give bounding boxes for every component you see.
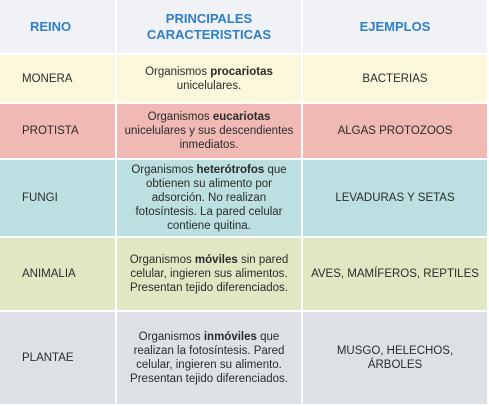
char-bold-text: heterótrofos (196, 164, 265, 176)
ejemplos-cell: BACTERIAS (303, 55, 489, 104)
reino-cell: ANIMALIA (0, 238, 117, 312)
char-text: sin pared celular, ingieren sus alimentos. Presentan tejido diferenciados. (130, 254, 289, 294)
caracteristicas-cell (117, 104, 303, 160)
char-bold-text: procariotas (210, 65, 273, 78)
char-text: unicelulares y sus descendientes inmediatos. (124, 125, 294, 151)
ejemplos-cell: AVES, MAMÍFEROS, REPTILES (303, 238, 489, 312)
caracteristicas-cell (117, 312, 303, 406)
ejemplos-cell: LEVADURAS Y SETAS (303, 160, 489, 238)
caracteristicas-cell (117, 55, 303, 104)
char-text: que obtienen su alimento por adsorción. No realizan fotosíntesis. La pared celular contiene quitina. (135, 164, 287, 232)
char-bold-text: eucariotas (212, 111, 271, 123)
reino-cell: MONERA (0, 55, 117, 104)
char-text: Organismos (131, 164, 197, 176)
caracteristicas-cell (117, 238, 303, 312)
char-text: Organismos (145, 65, 211, 78)
reino-cell: PROTISTA (0, 104, 117, 160)
reino-cell: PLANTAE (0, 312, 117, 406)
header-caracteristicas: PRINCIPALES CARACTERISTICAS (117, 0, 303, 55)
char-text: que realizan la fotosíntesis. Pared celular, ingieren su alimento. Presentan tejido diferenciados. (130, 331, 288, 385)
header-reino: REINO (0, 0, 117, 55)
char-text: Organismos (147, 111, 213, 123)
ejemplos-cell: ALGAS PROTOZOOS (303, 104, 489, 160)
char-bold-text: inmóviles (203, 331, 257, 343)
char-text: Organismos (129, 254, 195, 266)
header-ejemplos: EJEMPLOS (303, 0, 489, 55)
char-text: Organismos (138, 331, 204, 343)
char-text: unicelulares. (176, 79, 242, 92)
ejemplos-cell: MUSGO, HELECHOS, ÁRBOLES (303, 312, 489, 406)
caracteristicas-cell (117, 160, 303, 238)
reino-cell: FUNGI (0, 160, 117, 238)
char-bold-text: móviles (194, 254, 238, 266)
